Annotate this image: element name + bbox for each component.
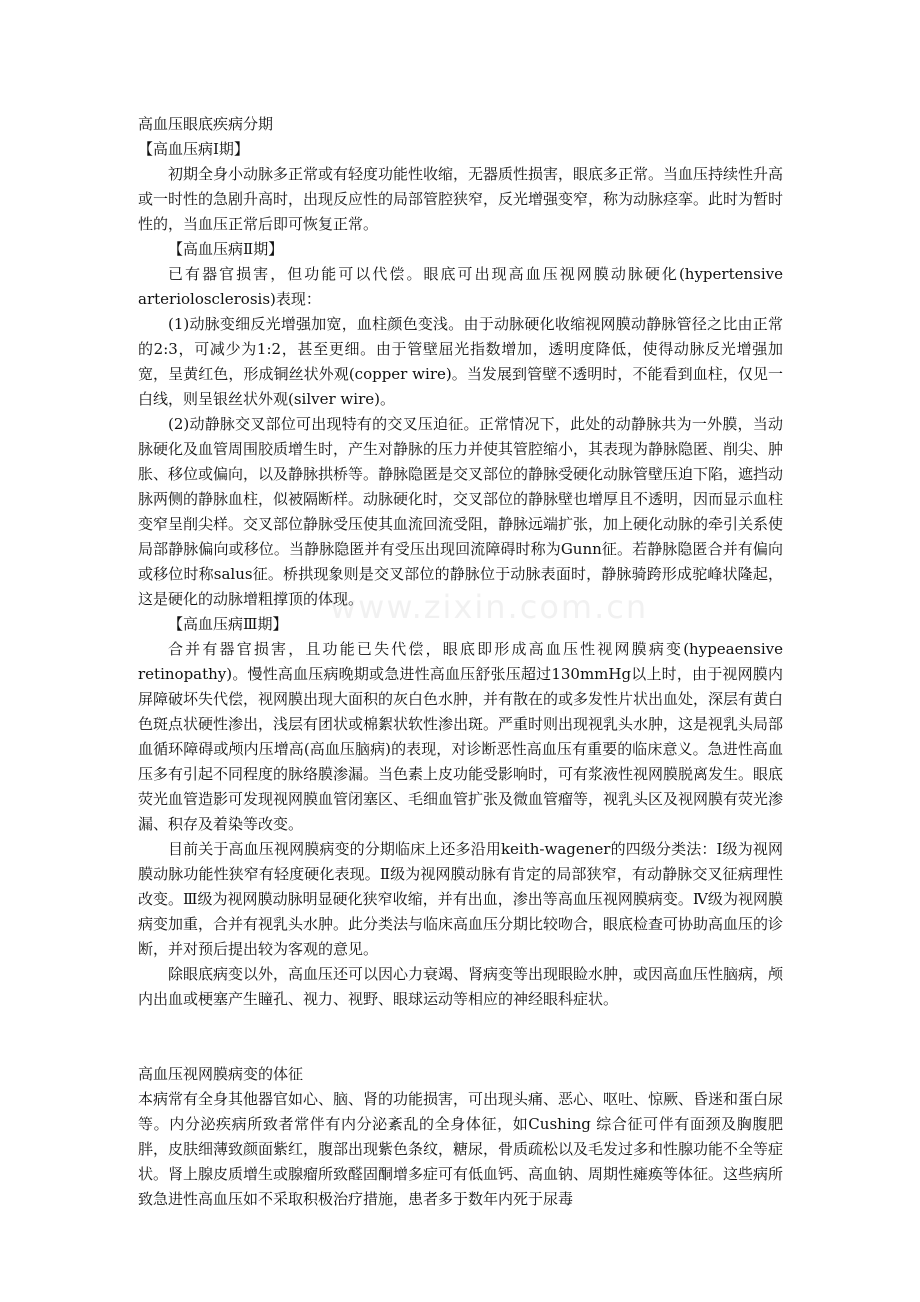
stage2-item2: (2)动静脉交叉部位可出现特有的交叉压迫征。正常情况下，此处的动静脉共为一外膜，当动脉硬化及血管周围胶质增生时，产生对静脉的压力并使其管腔缩小，其表现为静脉隐匿、削尖、肿胀、移位或偏向，以及静脉拱桥等。静脉隐匿是交叉部位的静脉受硬化动脉管壁压迫下陷，遮挡动脉两侧的静脉血柱，似被隔断样。动脉硬化时，交叉部位的静脉壁也增厚且不透明，因而显示血柱变窄呈削尖样。交叉部位静脉受压使其血流回流受阻，静脉远端扩张，加上硬化动脉的牵引关系使局部静脉偏向或移位。当静脉隐匿并有受压出现回流障碍时称为Gunn征。若静脉隐匿合并有偏向或移位时称salus征。桥拱现象则是交叉部位的静脉位于动脉表面时，静脉骑跨形成驼峰状隆起，这是硬化的动脉增粗撑顶的体现。 <box>138 415 784 608</box>
stage3-paragraph1: 合并有器官损害，且功能已失代偿，眼底即形成高血压性视网膜病变(hypeaensive retinopathy)。慢性高血压病晚期或急进性高血压舒张压超过130mmHg以上时，由于视网膜内屏障破坏失代偿，视网膜出现大面积的灰白色水肿，并有散在的或多发性片状出血处，深层有黄白色斑点状硬性渗出，浅层有团状或棉絮状软性渗出斑。严重时则出现视乳头水肿，这是视乳头局部血循环障碍或颅内压增高(高血压脑病)的表现，对诊断恶性高血压有重要的临床意义。急进性高血压多有引起不同程度的脉络膜渗漏。当色素上皮功能受影响时，可有浆液性视网膜脱离发生。眼底荧光血管造影可发现视网膜血管闭塞区、毛细血管扩张及微血管瘤等，视乳头区及视网膜有荧光渗漏、积存及着染等改变。 <box>138 640 784 833</box>
document-title: 高血压眼底疾病分期 <box>138 115 274 133</box>
signs-title: 高血压视网膜病变的体征 <box>138 1065 304 1083</box>
stage1-paragraph: 初期全身小动脉多正常或有轻度功能性收缩，无器质性损害，眼底多正常。当血压持续性升高或一时性的急剧升高时，出现反应性的局部管腔狭窄，反光增强变窄，称为动脉痉挛。此时为暂时性的，当血压正常后即可恢复正常。 <box>138 165 784 233</box>
stage1-heading: 【高血压病Ⅰ期】 <box>138 140 249 158</box>
signs-paragraph: 本病常有全身其他器官如心、脑、肾的功能损害，可出现头痛、恶心、呕吐、惊厥、昏迷和蛋白尿等。内分泌疾病所致者常伴有内分泌紊乱的全身体征，如Cushing 综合征可伴有面颈及胸腹肥胖，皮肤细薄致颜面紫红，腹部出现紫色条纹，糖尿，骨质疏松以及毛发过多和性腺功能不全等症状。肾上腺皮质增生或腺瘤所致醛固酮增多症可有低血钙、高血钠、周期性瘫痪等体征。这些病所致急进性高血压如不采取积极治疗措施，患者多于数年内死于尿毒 <box>138 1090 784 1208</box>
watermark: www.zixin.com.cn <box>330 588 649 626</box>
stage3-heading: 【高血压病Ⅲ期】 <box>168 615 288 633</box>
stage3-paragraph3: 除眼底病变以外，高血压还可以因心力衰竭、肾病变等出现眼睑水肿，或因高血压性脑病，颅内出血或梗塞产生瞳孔、视力、视野、眼球运动等相应的神经眼科症状。 <box>138 965 784 1008</box>
stage2-intro: 已有器官损害，但功能可以代偿。眼底可出现高血压视网膜动脉硬化(hypertensive arteriolosclerosis)表现： <box>138 265 783 308</box>
stage2-heading: 【高血压病Ⅱ期】 <box>168 240 284 258</box>
stage3-paragraph2: 目前关于高血压视网膜病变的分期临床上还多沿用keith-wagener的四级分类法：Ⅰ级为视网膜动脉功能性狭窄有轻度硬化表现。Ⅱ级为视网膜动脉有肯定的局部狭窄，有动静脉交叉征病理性改变。Ⅲ级为视网膜动脉明显硬化狭窄收缩，并有出血，渗出等高血压视网膜病变。Ⅳ级为视网膜病变加重，合并有视乳头水肿。此分类法与临床高血压分期比较吻合，眼底检查可协助高血压的诊断，并对预后提出较为客观的意见。 <box>138 840 784 958</box>
document-body <box>138 112 783 1212</box>
section-spacer <box>138 1012 783 1062</box>
stage2-item1: (1)动脉变细反光增强加宽，血柱颜色变浅。由于动脉硬化收缩视网膜动静脉管径之比由正常的2:3，可减少为1:2，甚至更细。由于管壁屈光指数增加，透明度降低，使得动脉反光增强加宽，呈黄红色，形成铜丝状外观(copper wire)。当发展到管壁不透明时，不能看到血柱，仅见一白线，则呈银丝状外观(silver wire)。 <box>138 315 783 408</box>
